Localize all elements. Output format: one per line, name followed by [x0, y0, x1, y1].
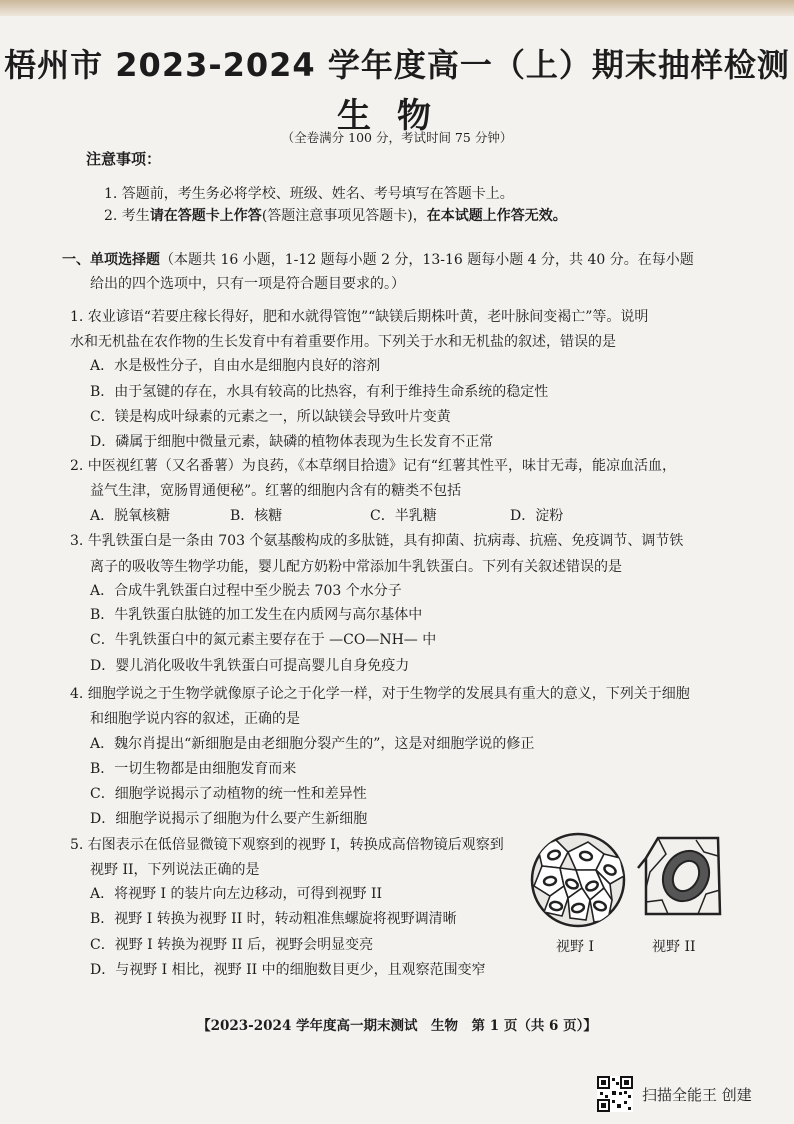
- q3-option-d: D．婴儿消化吸收牛乳铁蛋白可提高婴儿自身免疫力: [90, 658, 410, 674]
- note-2-mid: (答题注意事项见答题卡)，: [261, 208, 427, 224]
- field-2-diagram: [638, 838, 720, 914]
- field-2-label: 视野 II: [652, 939, 696, 955]
- q3-option-c: C．牛乳铁蛋白中的氮元素主要存在于 —CO—NH— 中: [90, 632, 437, 648]
- note-2-prefix: 2. 考生: [104, 208, 150, 224]
- qr-code-icon: [597, 1076, 633, 1112]
- q1-option-b: B．由于氢键的存在，水具有较高的比热容，有利于维持生命系统的稳定性: [90, 384, 549, 400]
- q2-stem-2: 益气生津，宽肠胃通便秘”。红薯的细胞内含有的糖类不包括: [90, 483, 462, 499]
- notes-heading: 注意事项：: [86, 150, 162, 168]
- q1-option-d: D．磷属于细胞中微量元素，缺磷的植物体表现为生长发育不正常: [90, 434, 494, 450]
- q2-option-a: A．脱氧核糖: [90, 508, 171, 524]
- q5-stem-2: 视野 II，下列说法正确的是: [90, 862, 260, 878]
- q4-stem-2: 和细胞学说内容的叙述，正确的是: [90, 711, 300, 727]
- note-2-bold-1: 请在答题卡上作答: [149, 208, 262, 224]
- q1-option-c: C．镁是构成叶绿素的元素之一，所以缺镁会导致叶片变黄: [90, 409, 451, 425]
- field-1-diagram: [532, 834, 624, 926]
- microscope-fields-figure: [528, 828, 728, 940]
- q3-option-a: A．合成牛乳铁蛋白过程中至少脱去 703 个水分子: [90, 583, 402, 599]
- note-1: 1. 答题前，考生务必将学校、班级、姓名、考号填写在答题卡上。: [104, 186, 514, 202]
- q4-option-c: C．细胞学说揭示了动植物的统一性和差异性: [90, 786, 367, 802]
- q2-option-c: C．半乳糖: [370, 508, 437, 524]
- section-desc-1: （本题共 16 小题，1-12 题每小题 2 分，13-16 题每小题 4 分，共 40 分。在每小题: [160, 252, 694, 268]
- note-2-bold-2: 在本试题上作答无效。: [426, 208, 567, 224]
- q3-stem-1: 3. 牛乳铁蛋白是一条由 703 个氨基酸构成的多肽链，具有抑菌、抗病毒、抗癌、免疫调节、调节铁: [70, 533, 684, 549]
- q4-stem-1: 4. 细胞学说之于生物学就像原子论之于化学一样，对于生物学的发展具有重大的意义，下列关于细胞: [70, 686, 690, 702]
- q3-option-b: B．牛乳铁蛋白肽链的加工发生在内质网与高尔基体中: [90, 607, 423, 623]
- q2-option-d: D．淀粉: [510, 508, 564, 524]
- section-header: [62, 248, 722, 296]
- exam-meta: （全卷满分 100 分，考试时间 75 分钟）: [281, 130, 513, 145]
- section-heading: 一、单项选择题: [62, 252, 160, 268]
- note-2: [104, 205, 567, 225]
- q4-option-b: B．一切生物都是由细胞发育而来: [90, 761, 297, 777]
- page-footer: 【2023-2024 学年度高一期末测试 生物 第 1 页（共 6 页）】: [197, 1018, 597, 1034]
- q2-options-row: [90, 505, 650, 525]
- q5-option-d: D．与视野 I 相比，视野 II 中的细胞数目更少，且观察范围变窄: [90, 962, 486, 978]
- q4-option-d: D．细胞学说揭示了细胞为什么要产生新细胞: [90, 811, 368, 827]
- field-1-label: 视野 I: [556, 939, 594, 955]
- q5-stem-1: 5. 右图表示在低倍显微镜下观察到的视野 I，转换成高倍物镜后观察到: [70, 837, 504, 853]
- q1-stem-2: 水和无机盐在农作物的生长发育中有着重要作用。下列关于水和无机盐的叙述，错误的是: [70, 334, 616, 350]
- section-desc-2: 给出的四个选项中，只有一项是符合题目要求的。）: [90, 276, 405, 292]
- q3-stem-2: 离子的吸收等生物学功能，婴儿配方奶粉中常添加牛乳铁蛋白。下列有关叙述错误的是: [90, 559, 622, 575]
- q1-option-a: A．水是极性分子，自由水是细胞内良好的溶剂: [90, 358, 381, 374]
- page-title: 梧州市 2023-2024 学年度高一（上）期末抽样检测: [4, 46, 790, 84]
- q4-option-a: A．魏尔肖提出“新细胞是由老细胞分裂产生的”，这是对细胞学说的修正: [90, 736, 535, 752]
- q1-stem-1: 1. 农业谚语“若要庄稼长得好，肥和水就得管饱”“缺镁后期株叶黄，老叶脉间变褐亡”等。说明: [70, 309, 649, 325]
- scanner-watermark: 扫描全能王 创建: [642, 1086, 752, 1104]
- q2-stem-1: 2. 中医视红薯（又名番薯）为良药，《本草纲目拾遗》记有“红薯其性平，味甘无毒，能凉血活血，: [70, 458, 676, 474]
- subject-title: 生物: [337, 96, 457, 136]
- q5-option-a: A．将视野 I 的装片向左边移动，可得到视野 II: [90, 886, 383, 902]
- q5-option-b: B．视野 I 转换为视野 II 时，转动粗准焦螺旋将视野调清晰: [90, 911, 457, 927]
- q5-option-c: C．视野 I 转换为视野 II 后，视野会明显变亮: [90, 937, 374, 953]
- q2-option-b: B．核糖: [230, 508, 283, 524]
